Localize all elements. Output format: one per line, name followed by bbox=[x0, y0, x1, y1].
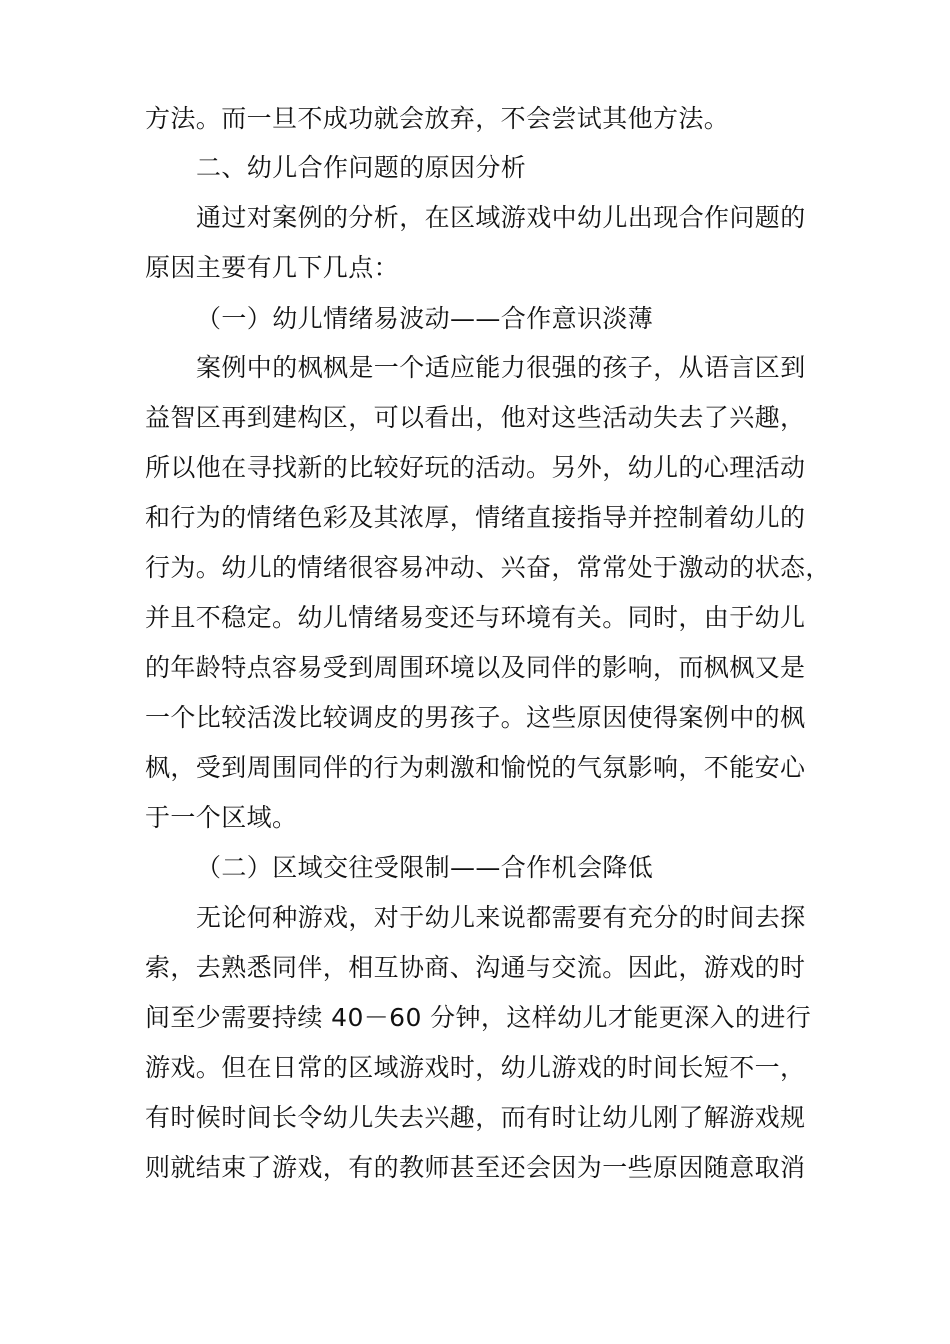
body-text-line: 所以他在寻找新的比较好玩的活动。另外，幼儿的心理活动 bbox=[145, 453, 806, 482]
body-text-line: 索，去熟悉同伴，相互协商、沟通与交流。因此，游戏的时 bbox=[145, 953, 806, 982]
body-text-line: 于一个区域。 bbox=[145, 803, 298, 832]
body-text-line: 并且不稳定。幼儿情绪易变还与环境有关。同时，由于幼儿 bbox=[145, 603, 806, 632]
body-text-line: 有时候时间长令幼儿失去兴趣，而有时让幼儿刚了解游戏规 bbox=[145, 1103, 806, 1132]
subsection-heading: （二）区域交往受限制——合作机会降低 bbox=[196, 853, 654, 882]
body-text-line: 益智区再到建构区，可以看出，他对这些活动失去了兴趣， bbox=[145, 403, 806, 432]
subsection-heading: （一）幼儿情绪易波动——合作意识淡薄 bbox=[196, 304, 654, 333]
body-text-line: 案例中的枫枫是一个适应能力很强的孩子，从语言区到 bbox=[196, 353, 806, 382]
body-text-line: 行为。幼儿的情绪很容易冲动、兴奋，常常处于激动的状态， bbox=[145, 553, 831, 582]
body-text-line: 原因主要有几下几点： bbox=[145, 253, 400, 282]
section-heading: 二、幼儿合作问题的原因分析 bbox=[196, 153, 527, 182]
body-text-line: 通过对案例的分析，在区域游戏中幼儿出现合作问题的 bbox=[196, 203, 806, 232]
body-text-line: 方法。而一旦不成功就会放弃，不会尝试其他方法。 bbox=[145, 104, 730, 133]
body-text-line: 间至少需要持续 40－60 分钟，这样幼儿才能更深入的进行 bbox=[145, 1003, 812, 1032]
body-text-line: 一个比较活泼比较调皮的男孩子。这些原因使得案例中的枫 bbox=[145, 703, 806, 732]
body-text-line: 和行为的情绪色彩及其浓厚，情绪直接指导并控制着幼儿的 bbox=[145, 503, 806, 532]
body-text-line: 游戏。但在日常的区域游戏时，幼儿游戏的时间长短不一， bbox=[145, 1053, 806, 1082]
body-text-line: 则就结束了游戏，有的教师甚至还会因为一些原因随意取消 bbox=[145, 1153, 806, 1182]
body-text-line: 枫，受到周围同伴的行为刺激和愉悦的气氛影响，不能安心 bbox=[145, 753, 806, 782]
body-text-line: 无论何种游戏，对于幼儿来说都需要有充分的时间去探 bbox=[196, 903, 806, 932]
body-text-line: 的年龄特点容易受到周围环境以及同伴的影响，而枫枫又是 bbox=[145, 653, 806, 682]
